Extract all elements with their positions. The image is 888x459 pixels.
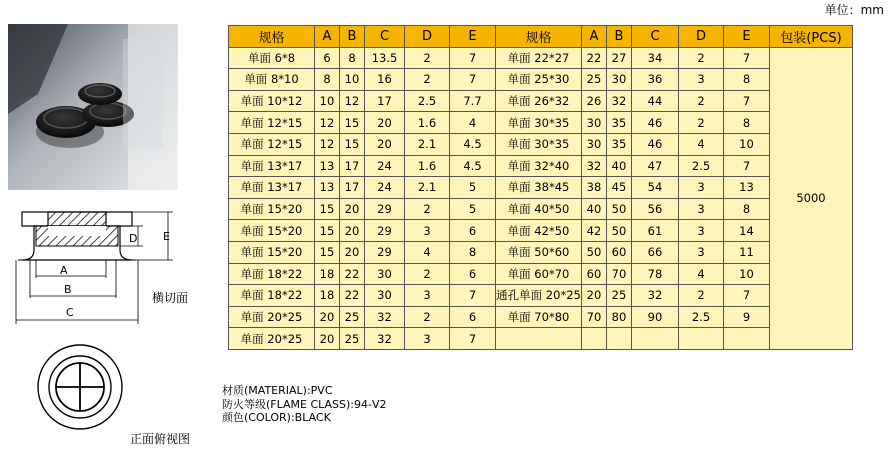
table-cell: 13 [315, 155, 340, 177]
table-cell: 单面 32*40 [496, 155, 582, 177]
table-cell: 20 [582, 285, 607, 307]
table-cell: 22 [340, 263, 365, 285]
table-cell: 15 [315, 241, 340, 263]
table-cell: 56 [632, 198, 679, 220]
table-cell: 32 [365, 328, 405, 350]
table-cell: 通孔单面 20*25 [496, 285, 582, 307]
table-cell: 46 [632, 112, 679, 134]
table-cell: 单面 42*50 [496, 220, 582, 242]
packaging-quantity: 5000 [770, 47, 853, 349]
cross-section-caption: 横切面 [152, 291, 189, 305]
table-cell: 2 [405, 47, 450, 69]
table-cell: 32 [365, 306, 405, 328]
table-cell: 29 [365, 198, 405, 220]
table-header-cell: A [582, 26, 607, 48]
table-cell: 30 [365, 285, 405, 307]
table-row [229, 328, 853, 350]
table-cell: 单面 20*25 [229, 328, 315, 350]
table-cell [496, 328, 582, 350]
table-header-cell: B [607, 26, 632, 48]
table-cell: 7 [724, 155, 770, 177]
table-cell: 38 [582, 177, 607, 199]
table-cell: 61 [632, 220, 679, 242]
table-cell: 单面 26*32 [496, 90, 582, 112]
dim-e-label: E [163, 230, 170, 243]
table-header-cell: B [340, 26, 365, 48]
table-cell: 20 [315, 306, 340, 328]
table-cell: 单面 15*20 [229, 198, 315, 220]
table-row [229, 198, 853, 220]
table-row [229, 241, 853, 263]
table-cell [679, 328, 724, 350]
table-row [229, 285, 853, 307]
header-packaging: 包装(PCS) [770, 26, 853, 48]
table-cell: 17 [340, 155, 365, 177]
table-cell: 单面 38*45 [496, 177, 582, 199]
table-cell [582, 328, 607, 350]
table-cell: 50 [607, 220, 632, 242]
table-cell: 8 [450, 241, 496, 263]
table-cell: 2.5 [679, 155, 724, 177]
table-row [229, 133, 853, 155]
table-cell: 27 [607, 47, 632, 69]
table-cell: 8 [340, 47, 365, 69]
table-header-cell: D [679, 26, 724, 48]
table-cell: 10 [315, 90, 340, 112]
table-cell: 4 [679, 263, 724, 285]
table-cell: 5 [450, 177, 496, 199]
table-cell: 20 [340, 198, 365, 220]
table-cell: 6 [450, 220, 496, 242]
table-cell: 90 [632, 306, 679, 328]
table-cell: 8 [724, 198, 770, 220]
material-info [222, 384, 387, 425]
table-cell: 11 [724, 241, 770, 263]
table-cell: 4.5 [450, 133, 496, 155]
table-header-cell: C [632, 26, 679, 48]
table-cell: 10 [724, 133, 770, 155]
table-cell [632, 328, 679, 350]
table-cell: 10 [340, 69, 365, 91]
table-cell: 17 [340, 177, 365, 199]
table-cell: 2 [679, 112, 724, 134]
table-cell: 2 [405, 69, 450, 91]
table-cell: 36 [632, 69, 679, 91]
table-cell: 2.1 [405, 177, 450, 199]
table-cell: 13 [315, 177, 340, 199]
table-row [229, 220, 853, 242]
table-cell: 20 [365, 112, 405, 134]
table-cell: 单面 6*8 [229, 47, 315, 69]
table-cell: 29 [365, 241, 405, 263]
dim-c-label: C [66, 306, 74, 319]
table-cell: 7 [724, 47, 770, 69]
table-cell: 2 [679, 90, 724, 112]
table-cell: 6 [315, 47, 340, 69]
table-cell: 4 [450, 112, 496, 134]
table-cell: 18 [315, 263, 340, 285]
table-cell: 4 [679, 133, 724, 155]
table-cell: 20 [315, 328, 340, 350]
table-cell: 4 [405, 241, 450, 263]
table-cell: 47 [632, 155, 679, 177]
table-cell: 3 [679, 220, 724, 242]
table-cell: 17 [365, 90, 405, 112]
table-cell: 29 [365, 220, 405, 242]
table-cell: 20 [340, 220, 365, 242]
table-cell: 30 [582, 133, 607, 155]
table-cell: 44 [632, 90, 679, 112]
table-cell: 5 [450, 198, 496, 220]
front-view-caption: 正面俯视图 [130, 432, 191, 446]
table-cell: 7 [450, 328, 496, 350]
table-cell: 66 [632, 241, 679, 263]
table-cell: 60 [582, 263, 607, 285]
table-cell: 7 [724, 285, 770, 307]
table-cell: 80 [607, 306, 632, 328]
table-cell: 3 [679, 177, 724, 199]
table-cell: 25 [607, 285, 632, 307]
table-cell: 3 [679, 69, 724, 91]
table-cell: 单面 18*22 [229, 285, 315, 307]
table-cell: 15 [315, 220, 340, 242]
table-cell: 22 [340, 285, 365, 307]
table-cell: 2.5 [679, 306, 724, 328]
table-cell: 25 [340, 328, 365, 350]
table-cell: 40 [582, 198, 607, 220]
table-cell: 54 [632, 177, 679, 199]
table-cell: 3 [405, 220, 450, 242]
table-cell: 24 [365, 155, 405, 177]
table-cell: 1.6 [405, 112, 450, 134]
dim-d-label: D [129, 232, 138, 245]
table-cell: 32 [607, 90, 632, 112]
table-cell: 10 [724, 263, 770, 285]
table-cell: 3 [405, 285, 450, 307]
table-cell: 30 [582, 112, 607, 134]
table-cell: 35 [607, 112, 632, 134]
table-header-cell: 规格 [496, 26, 582, 48]
table-cell: 30 [607, 69, 632, 91]
table-cell: 4.5 [450, 155, 496, 177]
table-cell: 50 [582, 241, 607, 263]
table-cell: 6 [450, 263, 496, 285]
table-cell: 12 [315, 112, 340, 134]
table-row [229, 155, 853, 177]
table-cell: 单面 12*15 [229, 112, 315, 134]
table-cell: 18 [315, 285, 340, 307]
table-cell [607, 328, 632, 350]
table-cell: 1.6 [405, 155, 450, 177]
table-cell: 7 [450, 69, 496, 91]
table-cell: 25 [340, 306, 365, 328]
table-cell: 15 [315, 198, 340, 220]
table-header-cell: 规格 [229, 26, 315, 48]
table-cell: 14 [724, 220, 770, 242]
table-cell: 单面 25*30 [496, 69, 582, 91]
table-row [229, 69, 853, 91]
table-cell: 单面 13*17 [229, 177, 315, 199]
table-cell: 45 [607, 177, 632, 199]
table-cell: 42 [582, 220, 607, 242]
table-cell: 单面 15*20 [229, 241, 315, 263]
table-cell: 7 [450, 285, 496, 307]
table-cell: 12 [340, 90, 365, 112]
table-cell: 单面 30*35 [496, 133, 582, 155]
table-cell: 单面 70*80 [496, 306, 582, 328]
table-cell: 50 [607, 198, 632, 220]
table-cell: 32 [582, 155, 607, 177]
table-cell: 2 [405, 263, 450, 285]
table-cell: 单面 8*10 [229, 69, 315, 91]
color-line: 颜色(COLOR):BLACK [222, 411, 331, 424]
spec-table [228, 25, 853, 350]
table-cell: 20 [340, 241, 365, 263]
table-cell: 2 [405, 306, 450, 328]
table-cell: 2 [405, 198, 450, 220]
table-cell: 3 [405, 328, 450, 350]
table-cell: 单面 22*27 [496, 47, 582, 69]
table-cell: 7 [724, 90, 770, 112]
table-cell: 7 [450, 47, 496, 69]
table-row [229, 263, 853, 285]
unit-label: 单位：mm [824, 3, 884, 17]
table-header-cell: E [450, 26, 496, 48]
table-cell: 78 [632, 263, 679, 285]
table-header-cell: D [405, 26, 450, 48]
table-cell: 32 [632, 285, 679, 307]
table-cell: 34 [632, 47, 679, 69]
table-row [229, 177, 853, 199]
table-row [229, 306, 853, 328]
product-photo [8, 24, 178, 190]
table-cell: 22 [582, 47, 607, 69]
dim-a-label: A [60, 264, 68, 277]
table-cell [724, 328, 770, 350]
table-cell: 6 [450, 306, 496, 328]
table-row [229, 112, 853, 134]
table-cell: 3 [679, 241, 724, 263]
table-header-cell: A [315, 26, 340, 48]
table-cell: 26 [582, 90, 607, 112]
table-cell: 单面 40*50 [496, 198, 582, 220]
table-cell: 单面 18*22 [229, 263, 315, 285]
table-cell: 70 [607, 263, 632, 285]
table-cell: 24 [365, 177, 405, 199]
table-cell: 60 [607, 241, 632, 263]
front-view-drawing [30, 340, 140, 435]
table-cell: 12 [315, 133, 340, 155]
flame-class-line: 防火等级(FLAME CLASS):94-V2 [222, 397, 387, 411]
table-cell: 2 [679, 47, 724, 69]
table-cell: 15 [340, 133, 365, 155]
table-row [229, 47, 853, 69]
table-cell: 9 [724, 306, 770, 328]
table-cell: 单面 15*20 [229, 220, 315, 242]
table-cell: 3 [679, 198, 724, 220]
table-cell: 15 [340, 112, 365, 134]
table-header-row [229, 26, 853, 48]
table-row [229, 90, 853, 112]
table-cell: 46 [632, 133, 679, 155]
table-header-cell: C [365, 26, 405, 48]
table-cell: 70 [582, 306, 607, 328]
dim-b-label: B [64, 283, 72, 296]
table-cell: 35 [607, 133, 632, 155]
table-cell: 单面 13*17 [229, 155, 315, 177]
table-cell: 2.5 [405, 90, 450, 112]
table-cell: 16 [365, 69, 405, 91]
table-cell: 20 [365, 133, 405, 155]
table-cell: 40 [607, 155, 632, 177]
material-line: 材质(MATERIAL):PVC [222, 384, 333, 397]
table-cell: 30 [365, 263, 405, 285]
table-cell: 单面 10*12 [229, 90, 315, 112]
cross-section-drawing [8, 200, 208, 330]
table-cell: 13.5 [365, 47, 405, 69]
table-cell: 单面 50*60 [496, 241, 582, 263]
table-cell: 单面 20*25 [229, 306, 315, 328]
table-cell: 25 [582, 69, 607, 91]
table-cell: 2 [679, 285, 724, 307]
table-cell: 单面 12*15 [229, 133, 315, 155]
table-cell: 单面 30*35 [496, 112, 582, 134]
table-cell: 8 [315, 69, 340, 91]
table-cell: 8 [724, 69, 770, 91]
table-cell: 8 [724, 112, 770, 134]
table-cell: 13 [724, 177, 770, 199]
table-header-cell: E [724, 26, 770, 48]
table-cell: 7.7 [450, 90, 496, 112]
table-cell: 单面 60*70 [496, 263, 582, 285]
table-cell: 2.1 [405, 133, 450, 155]
